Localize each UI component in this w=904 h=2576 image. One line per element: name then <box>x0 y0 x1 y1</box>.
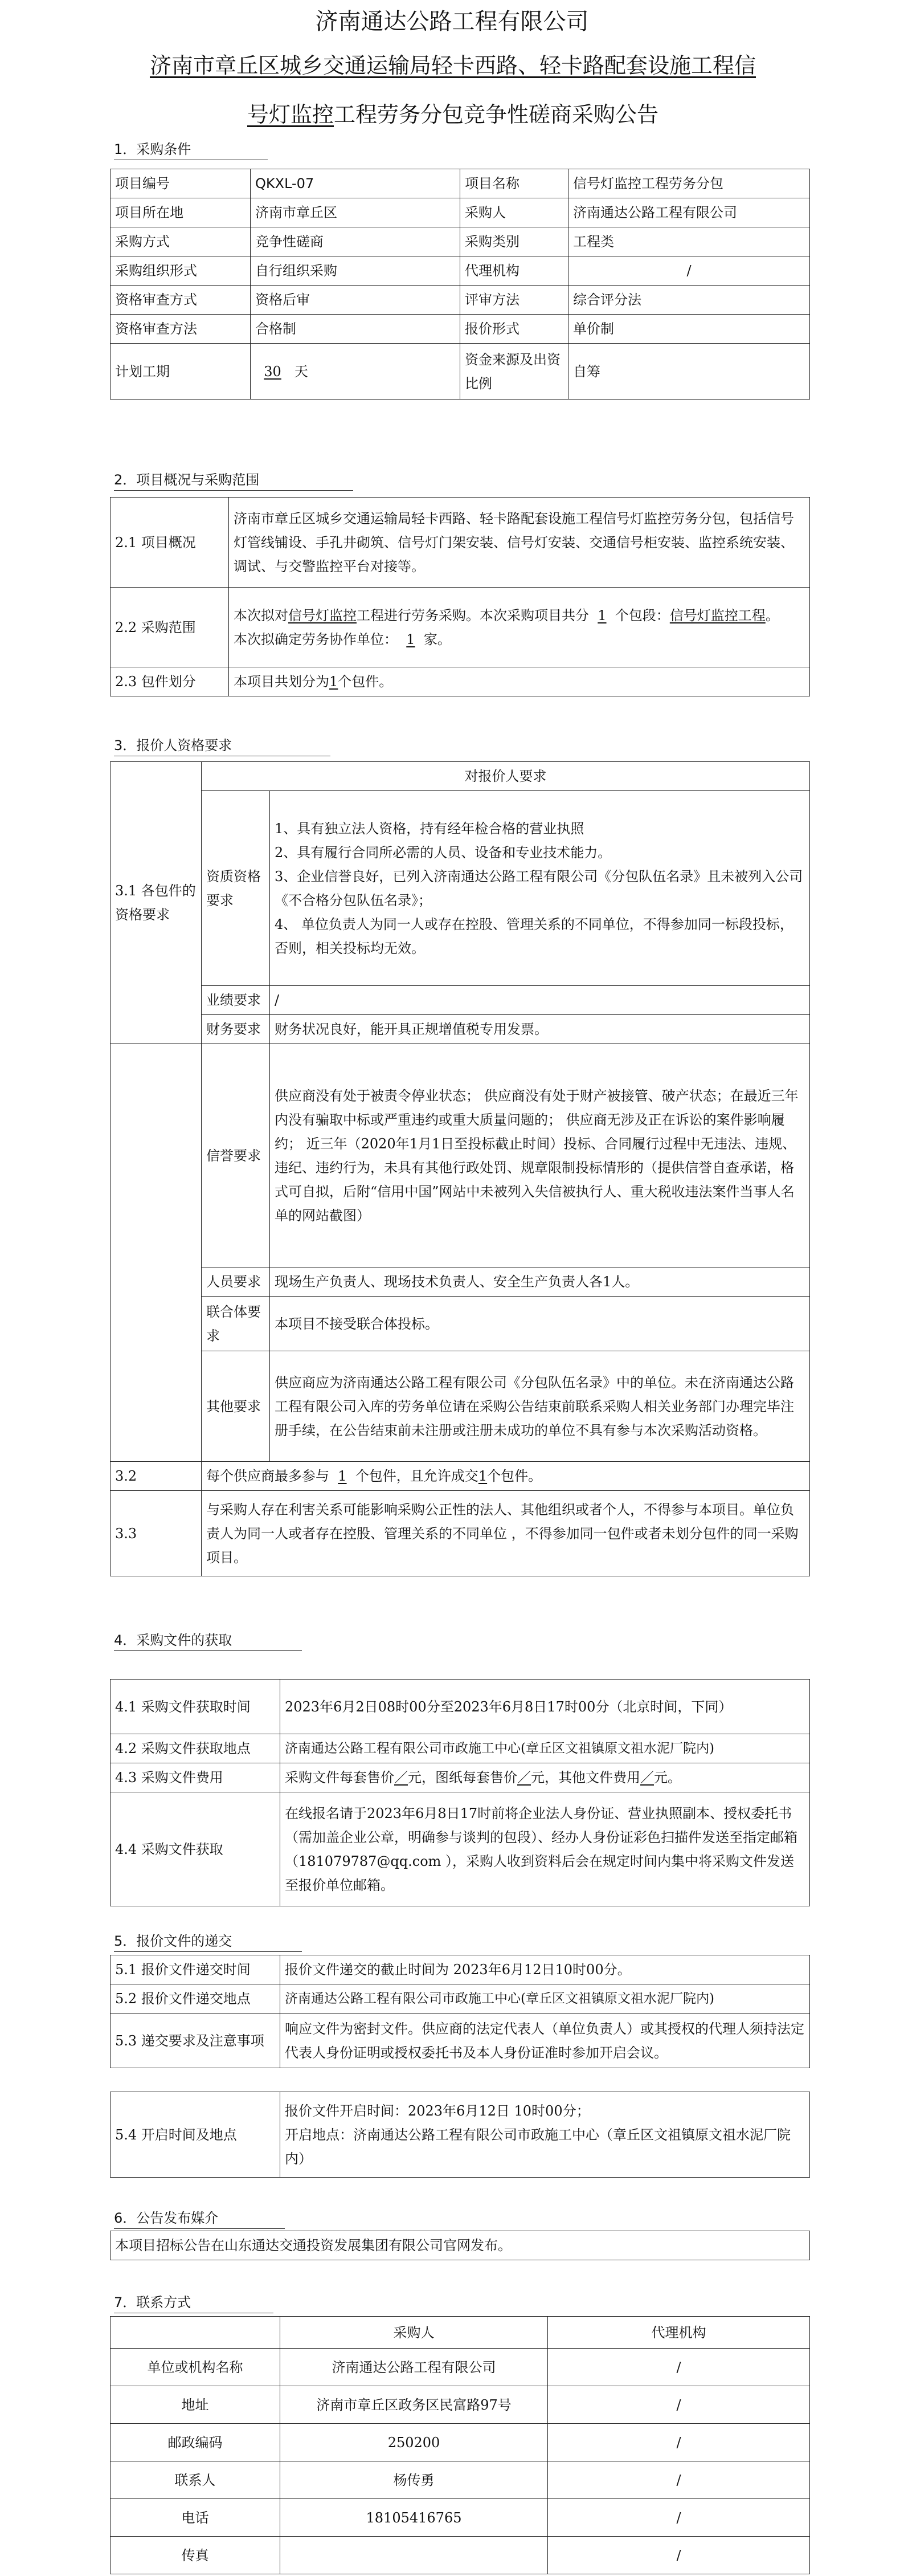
table-row <box>111 2092 810 2178</box>
table-row <box>111 986 810 1015</box>
package-count: 1 <box>598 607 607 623</box>
cell-label: 信誉要求 <box>202 1044 270 1267</box>
table-row <box>111 588 810 667</box>
table-row <box>111 2386 810 2424</box>
cell-label: 5.2 报价文件递交地点 <box>111 1984 280 2013</box>
other-requirements: 供应商应为济南通达公路工程有限公司《分包队伍名录》中的单位。未在济南通达公路工程有限公司入库的劳务单位请在采购公告结束前联系采购人相关业务部门办理完毕注册手续，在公告结束前未注册或注册未成功的单位不具有参与本次采购活动资格。 <box>270 1351 810 1462</box>
pkg-text: 个包件。 <box>338 674 393 690</box>
project-location: 济南市章丘区 <box>251 198 460 227</box>
cell-label: 地址 <box>111 2386 280 2424</box>
pkg-count: 1 <box>329 674 338 690</box>
table-row <box>111 1680 810 1734</box>
cell-label: 4.1 采购文件获取时间 <box>111 1680 280 1734</box>
publication-media: 本项目招标公告在山东通达交通投资发展集团有限公司官网发布。 <box>111 2231 810 2260</box>
cell-label: 2.2 采购范围 <box>111 588 229 667</box>
table-row <box>111 1955 810 1984</box>
section-3-heading: 3．报价人资格要求 <box>114 735 330 756</box>
partner-count: 1 <box>406 631 415 647</box>
table-row <box>111 667 810 696</box>
table-row <box>111 256 810 286</box>
fund-source: 自筹 <box>568 344 810 400</box>
cell-label: 资格审查方式 <box>111 286 251 315</box>
table-row <box>111 2317 810 2349</box>
scope-line-2 <box>234 627 805 651</box>
cell-label: 3.2 <box>111 1462 202 1491</box>
document-title <box>131 41 775 139</box>
fee-value: ／ <box>394 1770 408 1786</box>
limit-text: 个包件，且允许成交 <box>355 1468 478 1484</box>
credit-requirements: 供应商没有处于被责令停业状态； 供应商没有处于财产被接管、破产状态；在最近三年内没有骗取中标或严重违约或重大质量问题的； 供应商无涉及正在诉讼的案件影响履约； 近三年（2020年1月1日至投标截止时间）投标、合同履行过程中无违法、违规、违纪、违约行为，未具有其他行政处罚、规章限制投标情形的（提供信誉自查承诺，格式可自拟，后附“信用中国”网站中未被列入失信被执行人、重大税收违法案件当事人名单的网站截图） <box>270 1044 810 1267</box>
purchaser: 济南通达公路工程有限公司 <box>568 198 810 227</box>
table-row <box>111 1734 810 1763</box>
section-4-heading: 4．采购文件的获取 <box>114 1630 302 1651</box>
cell-label: 3.1 各包件的资格要求 <box>111 762 202 1044</box>
agent-header: 代理机构 <box>548 2317 810 2349</box>
table-row <box>111 1351 810 1462</box>
documents-acquisition-table <box>110 1679 810 1906</box>
evaluation-method: 综合评分法 <box>568 286 810 315</box>
cell-label: 代理机构 <box>460 256 568 286</box>
scope-text: 本次拟确定劳务协作单位： <box>234 631 398 647</box>
table-row <box>111 1763 810 1792</box>
cell-label: 人员要求 <box>202 1267 270 1297</box>
opening-place: 开启地点：济南通达公路工程有限公司市政施工中心（章丘区文祖镇原文祖水泥厂院内） <box>285 2126 791 2167</box>
cell-label: 电话 <box>111 2499 280 2537</box>
company-heading: 济南通达公路工程有限公司 <box>315 9 589 35</box>
cell-label: 资金来源及出资比例 <box>460 344 568 400</box>
cell-label: 4.4 采购文件获取 <box>111 1792 280 1906</box>
acquisition-method: 在线报名请于2023年6月8日17时前将企业法人身份证、营业执照副本、授权委托书（需加盖企业公章，明确参与谈判的包段）、经办人身份证彩色扫描件发送至指定邮箱（181079787@qq.com ），采购人收到资料后会在规定时间内集中将采购文件发送至报价单位邮箱。 <box>280 1792 810 1906</box>
cell-label: 采购组织形式 <box>111 256 251 286</box>
buyer-address: 济南市章丘区政务区民富路97号 <box>280 2386 548 2424</box>
buyer-postcode: 250200 <box>280 2424 548 2461</box>
agent-postcode: / <box>548 2424 810 2461</box>
table-row <box>111 2013 810 2068</box>
cell-blank <box>111 1044 202 1462</box>
cell-label: 评审方法 <box>460 286 568 315</box>
limit-count: 1 <box>338 1468 347 1484</box>
section-1-heading: 1．采购条件 <box>114 139 268 160</box>
purchase-scope <box>229 588 810 667</box>
buyer-phone: 18105416765 <box>280 2499 548 2537</box>
qualification-requirements <box>270 791 810 986</box>
cell-label: 联合体要求 <box>202 1297 270 1351</box>
scope-text: 本次拟对 <box>234 607 288 623</box>
consortium-requirements: 本项目不接受联合体投标。 <box>270 1297 810 1351</box>
limit-text: 个包件。 <box>487 1468 542 1484</box>
opening-info <box>280 2092 810 2178</box>
submission-deadline: 报价文件递交的截止时间为 2023年6月12日10时00分。 <box>280 1955 810 1984</box>
table-row <box>111 1984 810 2013</box>
submission-table <box>110 1955 810 2068</box>
table-row <box>111 2424 810 2461</box>
conflict-of-interest: 与采购人存在利害关系可能影响采购公正性的法人、其他组织或者个人，不得参与本项目。单位负责人为同一人或者存在控股、管理关系的不同单位 ，不得参加同一包件或者未划分包件的同一采购项目。 <box>202 1491 810 1576</box>
agent-fax: / <box>548 2537 810 2574</box>
duration-days: 30 <box>264 363 281 380</box>
staff-requirements: 现场生产负责人、现场技术负责人、安全生产负责人各1人。 <box>270 1267 810 1297</box>
table-row <box>111 1015 810 1044</box>
cell-label: 传真 <box>111 2537 280 2574</box>
title-line2-rest: 工程劳务分包竞争性磋商采购公告 <box>334 102 659 127</box>
cell-label: 项目名称 <box>460 169 568 198</box>
section-5-heading: 5．报价文件的递交 <box>114 1931 302 1952</box>
buyer-contact: 杨传勇 <box>280 2461 548 2499</box>
cell-label: 4.3 采购文件费用 <box>111 1763 280 1792</box>
qual-item: 3、企业信誉良好，已列入济南通达公路工程有限公司《分包队伍名录》且未被列入公司《不合格分包队伍名录》； <box>275 868 803 908</box>
table-row <box>111 1297 810 1351</box>
cell-label: 项目所在地 <box>111 198 251 227</box>
section-6-heading: 6．公告发布媒介 <box>114 2208 285 2229</box>
fee-text: 元，其他文件费用 <box>531 1770 640 1786</box>
cell-blank <box>111 2317 280 2349</box>
agent-address: / <box>548 2386 810 2424</box>
opening-table <box>110 2092 810 2178</box>
table-row <box>111 1044 810 1267</box>
cell-label: 计划工期 <box>111 344 251 400</box>
project-name: 信号灯监控工程劳务分包 <box>568 169 810 198</box>
cell-label: 资格审查方法 <box>111 315 251 344</box>
fee-text: 采购文件每套售价 <box>285 1770 394 1786</box>
performance-requirements: / <box>270 986 810 1015</box>
title-line2-underlined: 号灯监控 <box>247 102 334 127</box>
cell-label: 财务要求 <box>202 1015 270 1044</box>
submission-place: 济南通达公路工程有限公司市政施工中心(章丘区文祖镇原文祖水泥厂院内) <box>280 1984 810 2013</box>
scope-text: 个包段： <box>615 607 670 623</box>
agent-name: / <box>548 2349 810 2386</box>
scope-work: 信号灯监控 <box>288 607 357 623</box>
award-count: 1 <box>478 1468 488 1484</box>
cell-label: 单位或机构名称 <box>111 2349 280 2386</box>
cell-label: 采购人 <box>460 198 568 227</box>
table-row <box>111 286 810 315</box>
table-row <box>111 1462 810 1491</box>
organization-form: 自行组织采购 <box>251 256 460 286</box>
cell-label: 联系人 <box>111 2461 280 2499</box>
review-approach: 合格制 <box>251 315 460 344</box>
table-row <box>111 2537 810 2574</box>
table-row <box>111 1792 810 1906</box>
table-row <box>111 315 810 344</box>
table-row <box>111 169 810 198</box>
financial-requirements: 财务状况良好，能开具正规增值税专用发票。 <box>270 1015 810 1044</box>
table-row <box>111 791 810 986</box>
scope-text: 家。 <box>423 631 451 647</box>
cell-label: 邮政编码 <box>111 2424 280 2461</box>
buyer-header: 采购人 <box>280 2317 548 2349</box>
review-mode: 资格后审 <box>251 286 460 315</box>
qual-item: 1、具有独立法人资格，持有经年检合格的营业执照 <box>275 820 584 837</box>
fee-value: ／ <box>640 1770 654 1786</box>
cell-label: 2.1 项目概况 <box>111 498 229 588</box>
cell-label: 报价形式 <box>460 315 568 344</box>
title-line1: 济南市章丘区城乡交通运输局轻卡西路、轻卡路配套设施工程信 <box>149 53 756 78</box>
purchase-method: 竞争性磋商 <box>251 227 460 256</box>
buyer-fax <box>280 2537 548 2574</box>
cell-label: 3.3 <box>111 1491 202 1576</box>
section-2-heading: 2．项目概况与采购范围 <box>114 470 353 491</box>
table-row <box>111 498 810 588</box>
pkg-text: 本项目共划分为 <box>234 674 329 690</box>
table-row <box>111 1267 810 1297</box>
package-name: 信号灯监控工程 <box>669 607 766 623</box>
buyer-name: 济南通达公路工程有限公司 <box>280 2349 548 2386</box>
cell-label: 2.3 包件划分 <box>111 667 229 696</box>
project-code: QKXL-07 <box>251 169 460 198</box>
cell-label: 资质资格要求 <box>202 791 270 986</box>
table-row <box>111 1491 810 1576</box>
cell-label: 其他要求 <box>202 1351 270 1462</box>
cell-label: 4.2 采购文件获取地点 <box>111 1734 280 1763</box>
agent-contact: / <box>548 2461 810 2499</box>
purchase-conditions-table <box>110 169 810 400</box>
package-division <box>229 667 810 696</box>
cell-label: 业绩要求 <box>202 986 270 1015</box>
table-row <box>111 2461 810 2499</box>
fee-text: 元，图纸每套售价 <box>408 1770 517 1786</box>
table-row <box>111 227 810 256</box>
table-row <box>111 2499 810 2537</box>
cell-label: 5.3 递交要求及注意事项 <box>111 2013 280 2068</box>
fee-text: 元。 <box>654 1770 681 1786</box>
table-row <box>111 344 810 400</box>
cell-label: 采购方式 <box>111 227 251 256</box>
project-overview: 济南市章丘区城乡交通运输局轻卡西路、轻卡路配套设施工程信号灯监控劳务分包，包括信号灯管线铺设、手孔井砌筑、信号灯门架安装、信号灯安装、交通信号柜安装、监控系统安装、调试、与交警监控平台对接等。 <box>229 498 810 588</box>
scope-text: 。 <box>765 607 779 623</box>
planned-duration <box>251 344 460 400</box>
agency: / <box>568 256 810 286</box>
contact-table <box>110 2316 810 2574</box>
cell-label: 采购类别 <box>460 227 568 256</box>
qual-item: 2、具有履行合同所必需的人员、设备和专业技术能力。 <box>275 844 612 861</box>
media-table <box>110 2231 810 2260</box>
requirements-header: 对报价人要求 <box>202 762 810 791</box>
table-row <box>111 2349 810 2386</box>
cell-label: 5.4 开启时间及地点 <box>111 2092 280 2178</box>
acquisition-place: 济南通达公路工程有限公司市政施工中心(章丘区文祖镇原文祖水泥厂院内) <box>280 1734 810 1763</box>
project-overview-table <box>110 497 810 696</box>
fee-value: ／ <box>517 1770 531 1786</box>
cell-label: 项目编号 <box>111 169 251 198</box>
section-7-heading: 7．联系方式 <box>114 2292 273 2313</box>
agent-phone: / <box>548 2499 810 2537</box>
duration-unit: 天 <box>294 363 308 380</box>
opening-time: 报价文件开启时间：2023年6月12日 10时00分； <box>285 2102 590 2119</box>
table-row <box>111 762 810 791</box>
scope-text: 工程进行劳务采购。本次采购项目共分 <box>357 607 589 623</box>
table-row <box>111 198 810 227</box>
table-row <box>111 2231 810 2260</box>
qual-item: 4、 单位负责人为同一人或存在控股、管理关系的不同单位，不得参加同一标段投标，否则，相关投标均无效。 <box>275 916 793 956</box>
acquisition-time: 2023年6月2日08时00分至2023年6月8日17时00分（北京时间，下同） <box>280 1680 810 1734</box>
purchase-category: 工程类 <box>568 227 810 256</box>
quote-form: 单价制 <box>568 315 810 344</box>
cell-label: 5.1 报价文件递交时间 <box>111 1955 280 1984</box>
participation-limit <box>202 1462 810 1491</box>
documents-fee <box>280 1763 810 1792</box>
limit-text: 每个供应商最多参与 <box>206 1468 329 1484</box>
submission-requirements: 响应文件为密封文件。供应商的法定代表人（单位负责人）或其授权的代理人须持法定代表人身份证明或授权委托书及本人身份证准时参加开启会议。 <box>280 2013 810 2068</box>
qualification-table <box>110 761 810 1576</box>
